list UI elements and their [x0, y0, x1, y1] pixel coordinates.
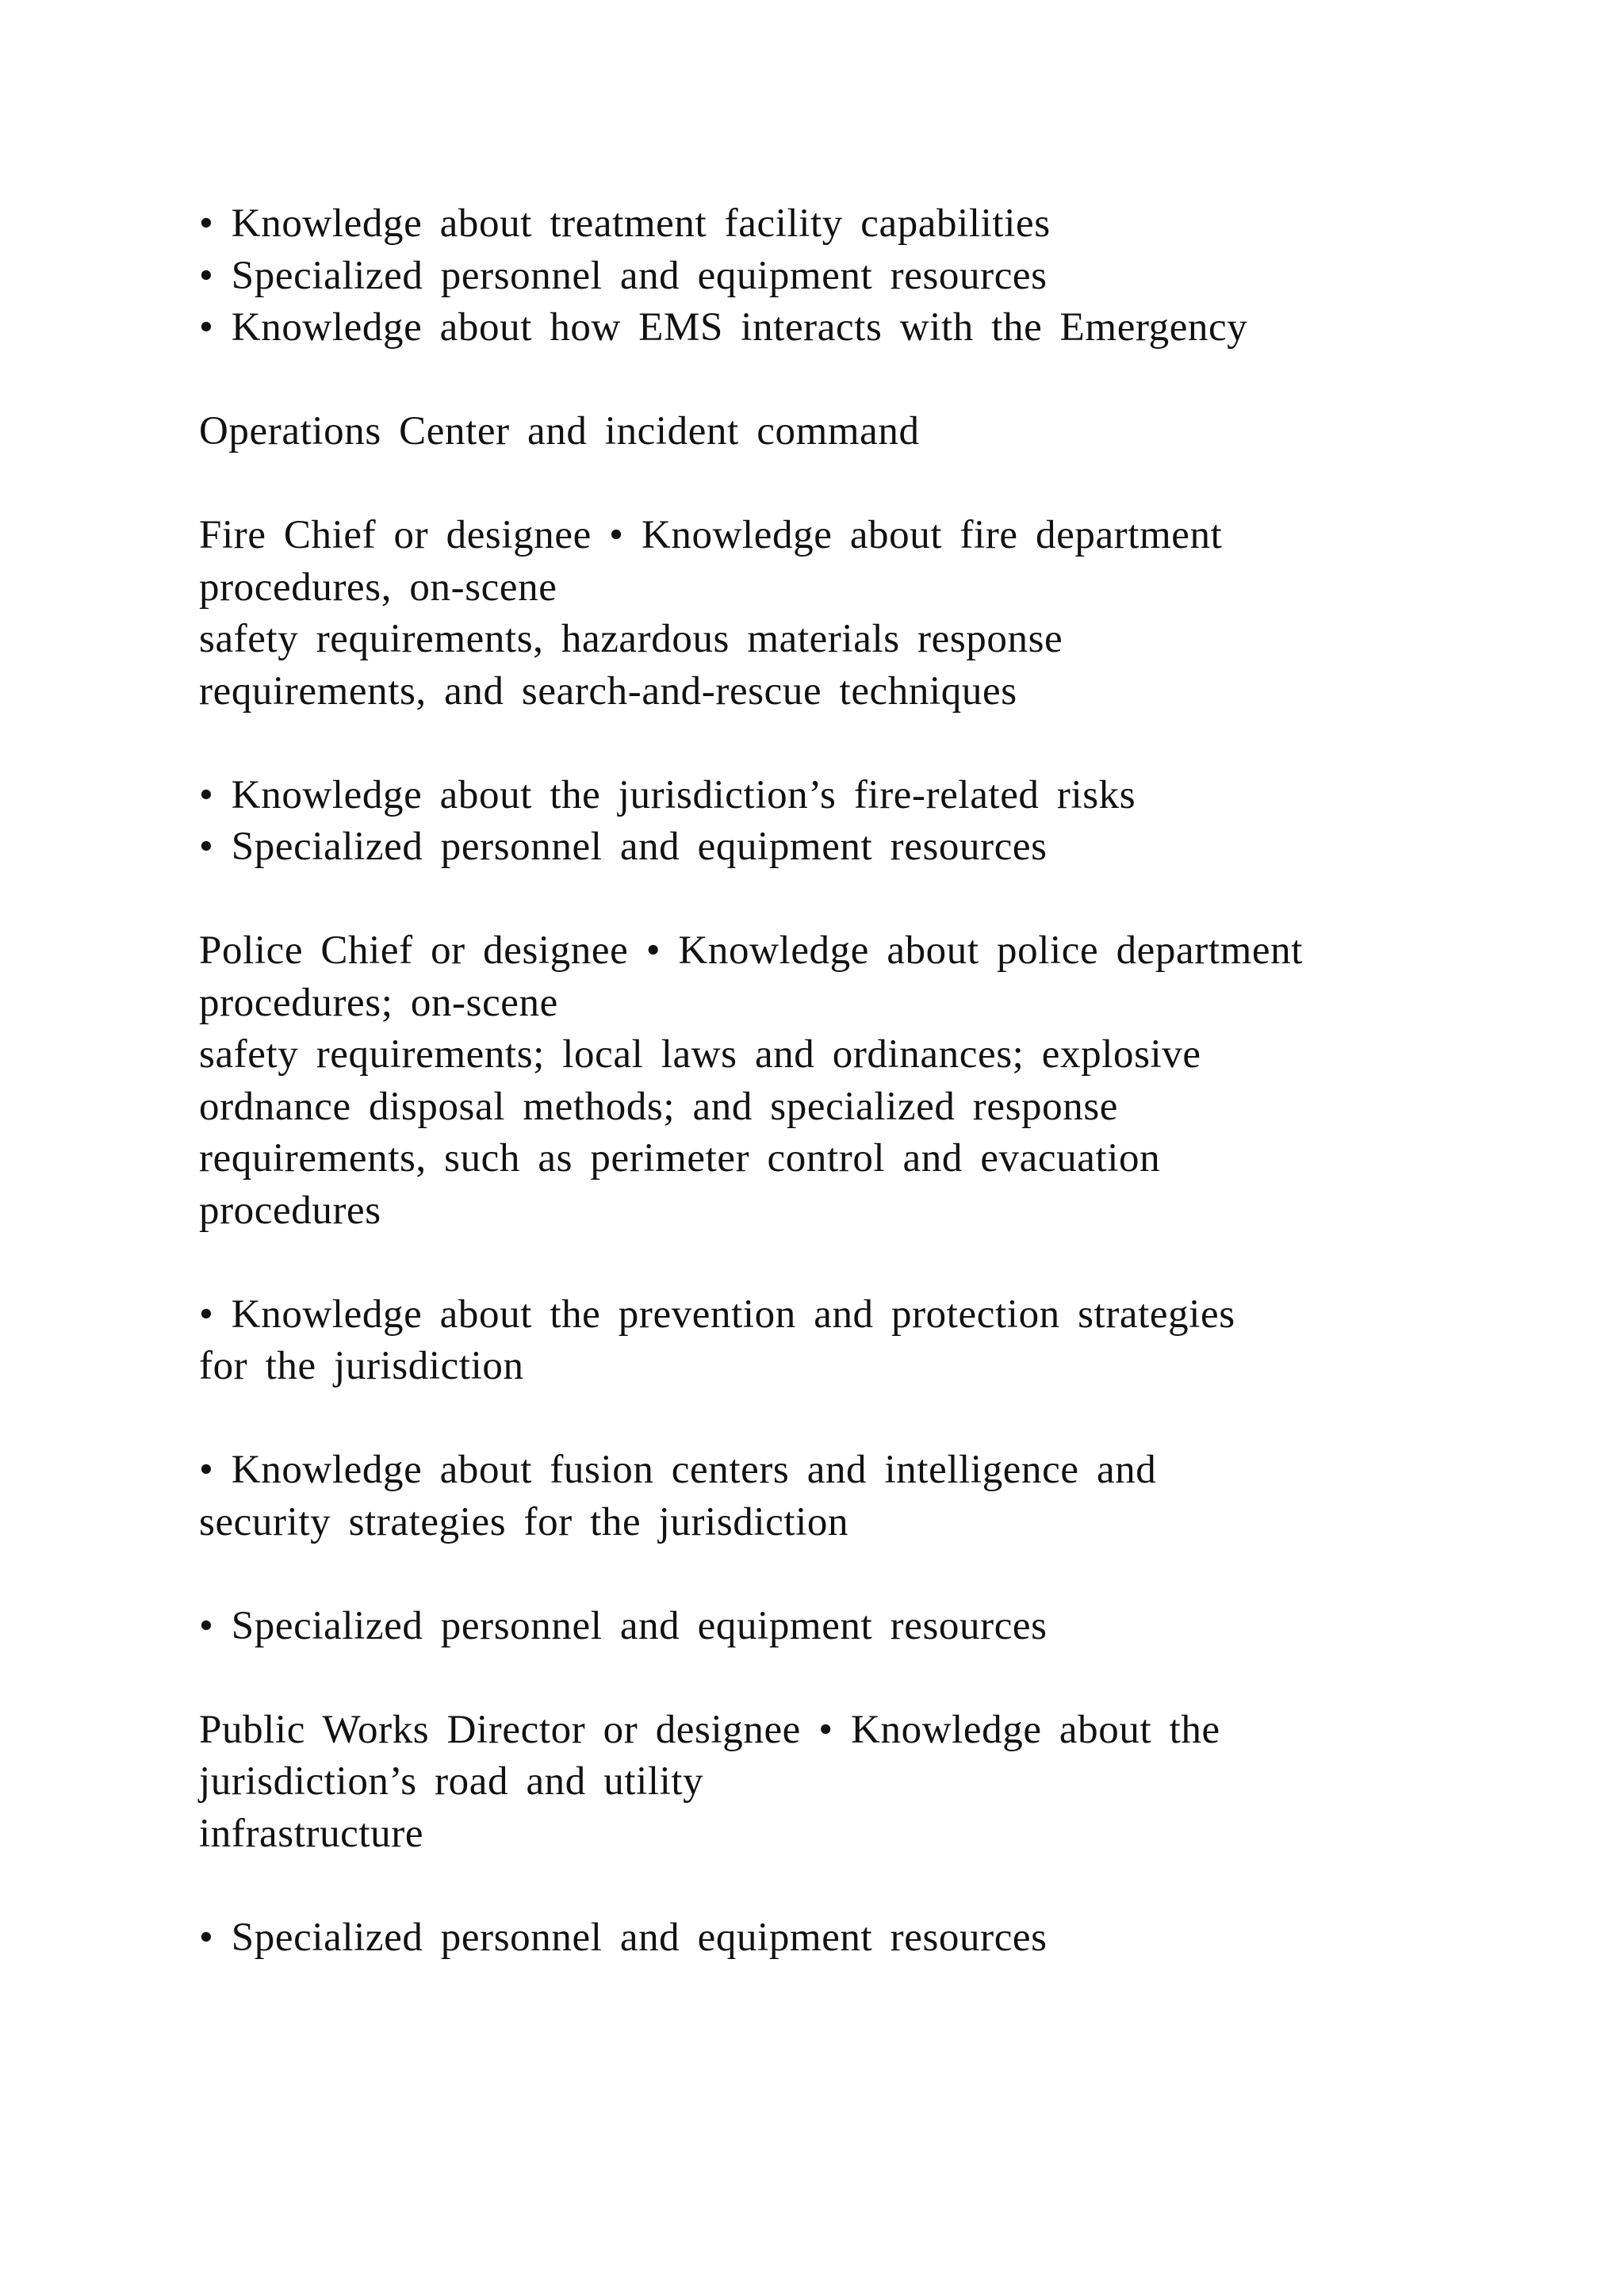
- text-line-17: safety requirements; local laws and ordinances; explosive: [199, 1032, 1201, 1077]
- document-body: [199, 198, 1547, 1964]
- text-line-2: • Specialized personnel and equipment resources: [199, 253, 1048, 298]
- text-line-30: Public Works Director or designee • Knowledge about the: [199, 1707, 1220, 1752]
- text-line-16: procedures; on-scene: [199, 980, 558, 1025]
- text-line-15: Police Chief or designee • Knowledge about police department: [199, 928, 1303, 973]
- blank-line: [199, 1548, 1547, 1601]
- text-line-7: Fire Chief or designee • Knowledge about fire department: [199, 513, 1223, 557]
- blank-line: [199, 718, 1547, 770]
- text-line-19: requirements, such as perimeter control and evacuation: [199, 1136, 1161, 1181]
- text-line-18: ordnance disposal methods; and specialized response: [199, 1084, 1119, 1129]
- text-line-13: • Specialized personnel and equipment resources: [199, 825, 1048, 869]
- blank-line: [199, 458, 1547, 511]
- text-line-1: • Knowledge about treatment facility capabilities: [199, 201, 1051, 246]
- text-line-10: requirements, and search-and-rescue techniques: [199, 668, 1017, 714]
- text-line-9: safety requirements, hazardous materials response: [199, 617, 1063, 661]
- text-line-12: • Knowledge about the jurisdiction’s fire-related risks: [199, 772, 1136, 817]
- blank-line: [199, 1393, 1547, 1445]
- text-line-26: security strategies for the jurisdiction: [199, 1499, 849, 1544]
- text-line-28: • Specialized personnel and equipment resources: [199, 1603, 1048, 1648]
- blank-line: [199, 874, 1547, 926]
- text-line-34: • Specialized personnel and equipment resources: [199, 1915, 1048, 1960]
- blank-line: [199, 1237, 1547, 1289]
- text-line-20: procedures: [199, 1188, 381, 1233]
- blank-line: [199, 1860, 1547, 1912]
- text-line-5: Operations Center and incident command: [199, 409, 920, 453]
- text-line-31: jurisdiction’s road and utility: [199, 1759, 704, 1804]
- text-line-8: procedures, on-scene: [199, 564, 557, 610]
- blank-line: [199, 354, 1547, 407]
- text-line-32: infrastructure: [199, 1811, 424, 1856]
- text-line-25: • Knowledge about fusion centers and intelligence and: [199, 1448, 1157, 1492]
- text-line-22: • Knowledge about the prevention and protection strategies: [199, 1292, 1235, 1337]
- text-line-23: for the jurisdiction: [199, 1344, 524, 1388]
- blank-line: [199, 1652, 1547, 1705]
- text-line-3: • Knowledge about how EMS interacts with the Emergency: [199, 305, 1248, 350]
